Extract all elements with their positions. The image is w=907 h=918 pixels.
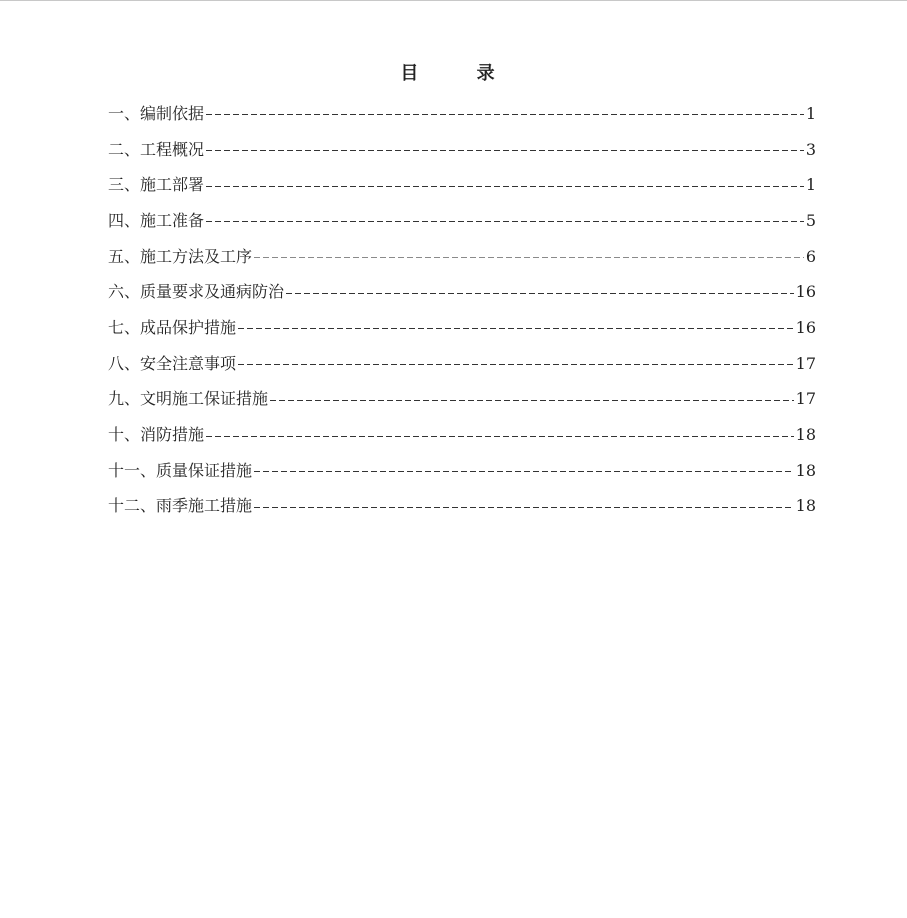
toc-entry-page: 17 [795, 389, 816, 409]
toc-entry-12[interactable] [108, 489, 816, 525]
toc-dot-leader [254, 471, 794, 472]
toc-entry-page: 18 [795, 460, 816, 480]
toc-dot-leader [206, 221, 804, 222]
toc-entry-3[interactable] [108, 167, 816, 203]
toc-entry-8[interactable] [108, 346, 816, 382]
toc-entry-page: 16 [795, 317, 816, 337]
toc-entry-5[interactable] [108, 239, 816, 275]
toc-entry-label: 七、成品保护措施 [108, 317, 237, 337]
toc-entry-1[interactable] [108, 96, 816, 132]
toc-entry-page: 16 [795, 282, 816, 302]
toc-entry-page: 18 [795, 496, 816, 516]
toc-entry-2[interactable] [108, 132, 816, 168]
toc-title: 目 录 [400, 63, 521, 84]
toc-entry-page: 1 [805, 175, 816, 195]
toc-dot-leader [254, 257, 804, 258]
toc-dot-leader [206, 186, 804, 187]
toc-entry-4[interactable] [108, 203, 816, 239]
toc-entry-page: 17 [795, 353, 816, 373]
toc-entry-page: 5 [805, 210, 816, 230]
toc-dot-leader [206, 150, 804, 151]
toc-entry-label: 二、工程概况 [108, 139, 205, 159]
toc-entry-10[interactable] [108, 417, 816, 453]
toc-entry-label: 八、安全注意事项 [108, 353, 237, 373]
page-top-border [0, 0, 907, 1]
toc-entry-9[interactable] [108, 382, 816, 418]
toc-dot-leader [206, 436, 794, 437]
toc-dot-leader [254, 507, 794, 508]
toc-entry-page: 6 [805, 246, 816, 266]
toc-entry-7[interactable] [108, 310, 816, 346]
toc-dot-leader [206, 114, 804, 115]
toc-dot-leader [270, 400, 794, 401]
toc-entry-label: 六、质量要求及通病防治 [108, 282, 285, 302]
toc-dot-leader [238, 328, 794, 329]
toc-dot-leader [286, 293, 794, 294]
toc-entry-page: 18 [795, 425, 816, 445]
toc-entry-label: 一、编制依据 [108, 103, 205, 123]
toc-entry-label: 三、施工部署 [108, 175, 205, 195]
toc-entry-11[interactable] [108, 453, 816, 489]
toc-entry-label: 十、消防措施 [108, 425, 205, 445]
toc-dot-leader [238, 364, 794, 365]
toc-entry-6[interactable] [108, 274, 816, 310]
toc-entry-label: 四、施工准备 [108, 210, 205, 230]
toc-entry-label: 十一、质量保证措施 [108, 460, 253, 480]
toc-entry-page: 3 [805, 139, 816, 159]
table-of-contents [108, 96, 816, 524]
toc-entry-label: 九、文明施工保证措施 [108, 389, 269, 409]
toc-entry-label: 五、施工方法及工序 [108, 246, 253, 266]
toc-entry-page: 1 [805, 103, 816, 123]
toc-entry-label: 十二、雨季施工措施 [108, 496, 253, 516]
